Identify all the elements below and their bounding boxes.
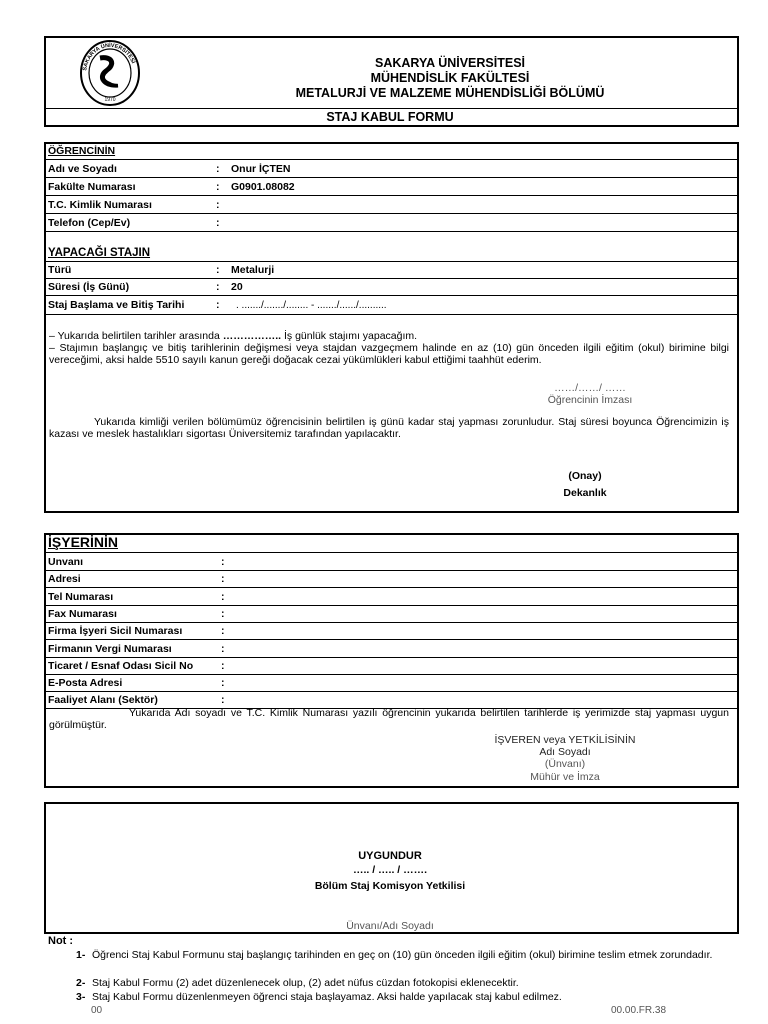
row-line	[45, 213, 738, 214]
colon: :	[216, 281, 220, 293]
employer-field-label: Ticaret / Esnaf Odası Sicil No	[48, 659, 194, 672]
faculty-number-value[interactable]: G0901.08082	[231, 181, 295, 193]
row-line	[45, 314, 738, 315]
phone-value[interactable]	[231, 217, 631, 229]
internship-section-title: YAPACAĞI STAJIN	[48, 247, 151, 259]
row-line	[45, 159, 738, 160]
employer-field-label: Firma İşyeri Sicil Numarası	[48, 625, 183, 638]
onay-label: (Onay)	[568, 470, 602, 482]
row-line	[45, 261, 738, 262]
employer-field-label: Faaliyet Alanı (Sektör)	[48, 694, 158, 707]
student-name-label: Adı ve Soyadı	[48, 163, 117, 175]
university-logo	[78, 38, 142, 108]
tc-id-value[interactable]	[231, 199, 631, 211]
dekanlik-label: Dekanlık	[563, 487, 607, 499]
row-line	[45, 278, 738, 279]
colon: :	[221, 590, 225, 603]
statement-1-dots: ……………..	[222, 330, 282, 342]
employer-statement: Yukarıda Adı soyadı ve T.C. Kimlik Numarası yazılı öğrencinin yukarıda belirtilen tarihlerde iş yerimizde staj yapması uygun görülmüştür.	[49, 707, 729, 731]
employer-field-label: Tel Numarası	[48, 590, 114, 603]
colon: :	[221, 694, 225, 707]
employer-field-value[interactable]	[232, 625, 712, 637]
colon: :	[216, 181, 220, 193]
employer-field-value[interactable]	[232, 677, 712, 689]
faculty-name: MÜHENDİSLİK FAKÜLTESİ	[370, 71, 530, 85]
employer-field-value[interactable]	[232, 573, 712, 585]
colon: :	[221, 642, 225, 655]
employer-sign-name: Adı Soyadı	[539, 746, 591, 758]
tc-id-label: T.C. Kimlik Numarası	[48, 199, 152, 211]
commission-unvan: Ünvanı/Adı Soyadı	[346, 920, 434, 932]
header-divider	[45, 108, 738, 109]
internship-dates-value[interactable]: . ......./......./........ - ......./....../..........	[236, 300, 387, 311]
student-box	[44, 142, 739, 513]
student-signature-label: Öğrencinin İmzası	[547, 394, 633, 406]
colon: :	[216, 299, 220, 311]
student-statement-2: – Stajımın başlangıç ve bitiş tarihlerinin değişmesi veya stajdan vazgeçmem halinde en az (10) gün önceden ilgili eğitim (okul) birimine bilgi vereceğimi, aksi halde 5510 sayılı kanun gereği doğacak cezai yükümlükleri kabul ettiğimi taahhüt ederim.	[49, 342, 729, 366]
row-line	[45, 195, 738, 196]
note-2-text: Staj Kabul Formu (2) adet düzenlenecek olup, (2) adet nüfus cüzdan fotokopisi eklenecektir.	[92, 977, 519, 989]
notes-heading: Not :	[48, 935, 74, 947]
row-line	[45, 177, 738, 178]
logo-year: 1970	[104, 97, 116, 103]
employer-field-value[interactable]	[232, 591, 712, 603]
footer-left-code: 00	[91, 1005, 103, 1016]
employer-sign-seal: Mühür ve İmza	[530, 771, 600, 783]
footer-right-code: 00.00.FR.38	[611, 1005, 667, 1016]
form-title: STAJ KABUL FORMU	[326, 110, 454, 124]
commission-title: Bölüm Staj Komisyon Yetkilisi	[314, 880, 466, 892]
employer-field-value[interactable]	[232, 694, 712, 706]
internship-dates-label: Staj Başlama ve Bitiş Tarihi	[48, 299, 185, 311]
student-name-value[interactable]: Onur İÇTEN	[231, 163, 291, 175]
university-name: SAKARYA ÜNİVERSİTESİ	[374, 56, 526, 70]
colon: :	[221, 625, 225, 638]
row-line	[45, 691, 738, 692]
colon: :	[216, 264, 220, 276]
employer-field-value[interactable]	[232, 608, 712, 620]
internship-type-label: Türü	[48, 264, 72, 276]
colon: :	[216, 199, 220, 211]
row-line	[45, 570, 738, 571]
employer-field-label: Fax Numarası	[48, 607, 117, 620]
employer-sign-unvan: (Ünvanı)	[544, 758, 586, 770]
employer-field-value[interactable]	[232, 556, 712, 568]
colon: :	[221, 573, 225, 586]
colon: :	[216, 217, 220, 229]
row-line	[45, 674, 738, 675]
uygundur-label: UYGUNDUR	[358, 850, 422, 862]
internship-type-value[interactable]: Metalurji	[231, 264, 275, 276]
logo-ring-text: SAKARYA ÜNİVERSİTESİ	[82, 42, 136, 72]
row-line	[45, 622, 738, 623]
colon: :	[221, 659, 225, 672]
employer-field-value[interactable]	[232, 660, 712, 672]
employer-sign-title: İŞVEREN veya YETKİLİSİNİN	[494, 734, 636, 746]
internship-duration-label: Süresi (İş Günü)	[48, 281, 130, 293]
row-line	[45, 605, 738, 606]
employer-field-label: Adresi	[48, 573, 81, 586]
internship-duration-value[interactable]: 20	[231, 281, 243, 293]
row-line	[45, 639, 738, 640]
employer-field-label: Firmanın Vergi Numarası	[48, 642, 172, 655]
employer-field-label: E-Posta Adresi	[48, 677, 123, 690]
note-1-num: 1-	[76, 949, 86, 961]
statement-1-post: İş günlük stajımı yapacağım.	[281, 330, 418, 342]
statement-1-pre: – Yukarıda belirtilen tarihler arasında	[49, 330, 223, 342]
note-1-text: Öğrenci Staj Kabul Formunu staj başlangıç tarihinden en geç on (10) gün önceden ilgili eğitim (okul) birimine teslim etmek zorundadır.	[92, 949, 713, 961]
note-3-num: 3-	[76, 991, 86, 1003]
student-section-title: ÖĞRENCİNİN	[48, 145, 116, 157]
student-sign-date: ……/……/ ……	[554, 382, 626, 394]
row-line	[45, 587, 738, 588]
phone-label: Telefon (Cep/Ev)	[48, 217, 131, 229]
row-line	[45, 295, 738, 296]
row-line	[45, 552, 738, 553]
approval-text: Yukarıda kimliği verilen bölümümüz öğrencisinin belirtilen iş günü kadar staj yapması zorunludur. Staj süresi boyunca Öğrencimizin iş kazası ve meslek hastalıkları sigortası Üniversitemiz tarafından yapılacaktır.	[49, 416, 729, 440]
employer-field-value[interactable]	[232, 643, 712, 655]
department-name: METALURJİ VE MALZEME MÜHENDİSLİĞİ BÖLÜMÜ	[295, 86, 605, 100]
row-line	[45, 657, 738, 658]
note-2-num: 2-	[76, 977, 86, 989]
colon: :	[221, 607, 225, 620]
colon: :	[221, 556, 225, 568]
row-line	[45, 231, 738, 232]
commission-date: ….. / ….. / …….	[352, 864, 428, 876]
faculty-number-label: Fakülte Numarası	[48, 181, 136, 193]
employer-section-title: İŞYERİNİN	[48, 534, 119, 550]
employer-field-label: Unvanı	[48, 556, 84, 568]
colon: :	[221, 677, 225, 690]
student-statement-1	[49, 330, 729, 342]
note-3-text: Staj Kabul Formu düzenlenmeyen öğrenci staja başlayamaz. Aksi halde yapılacak staj kabul edilmez.	[92, 991, 562, 1003]
colon: :	[216, 163, 220, 175]
